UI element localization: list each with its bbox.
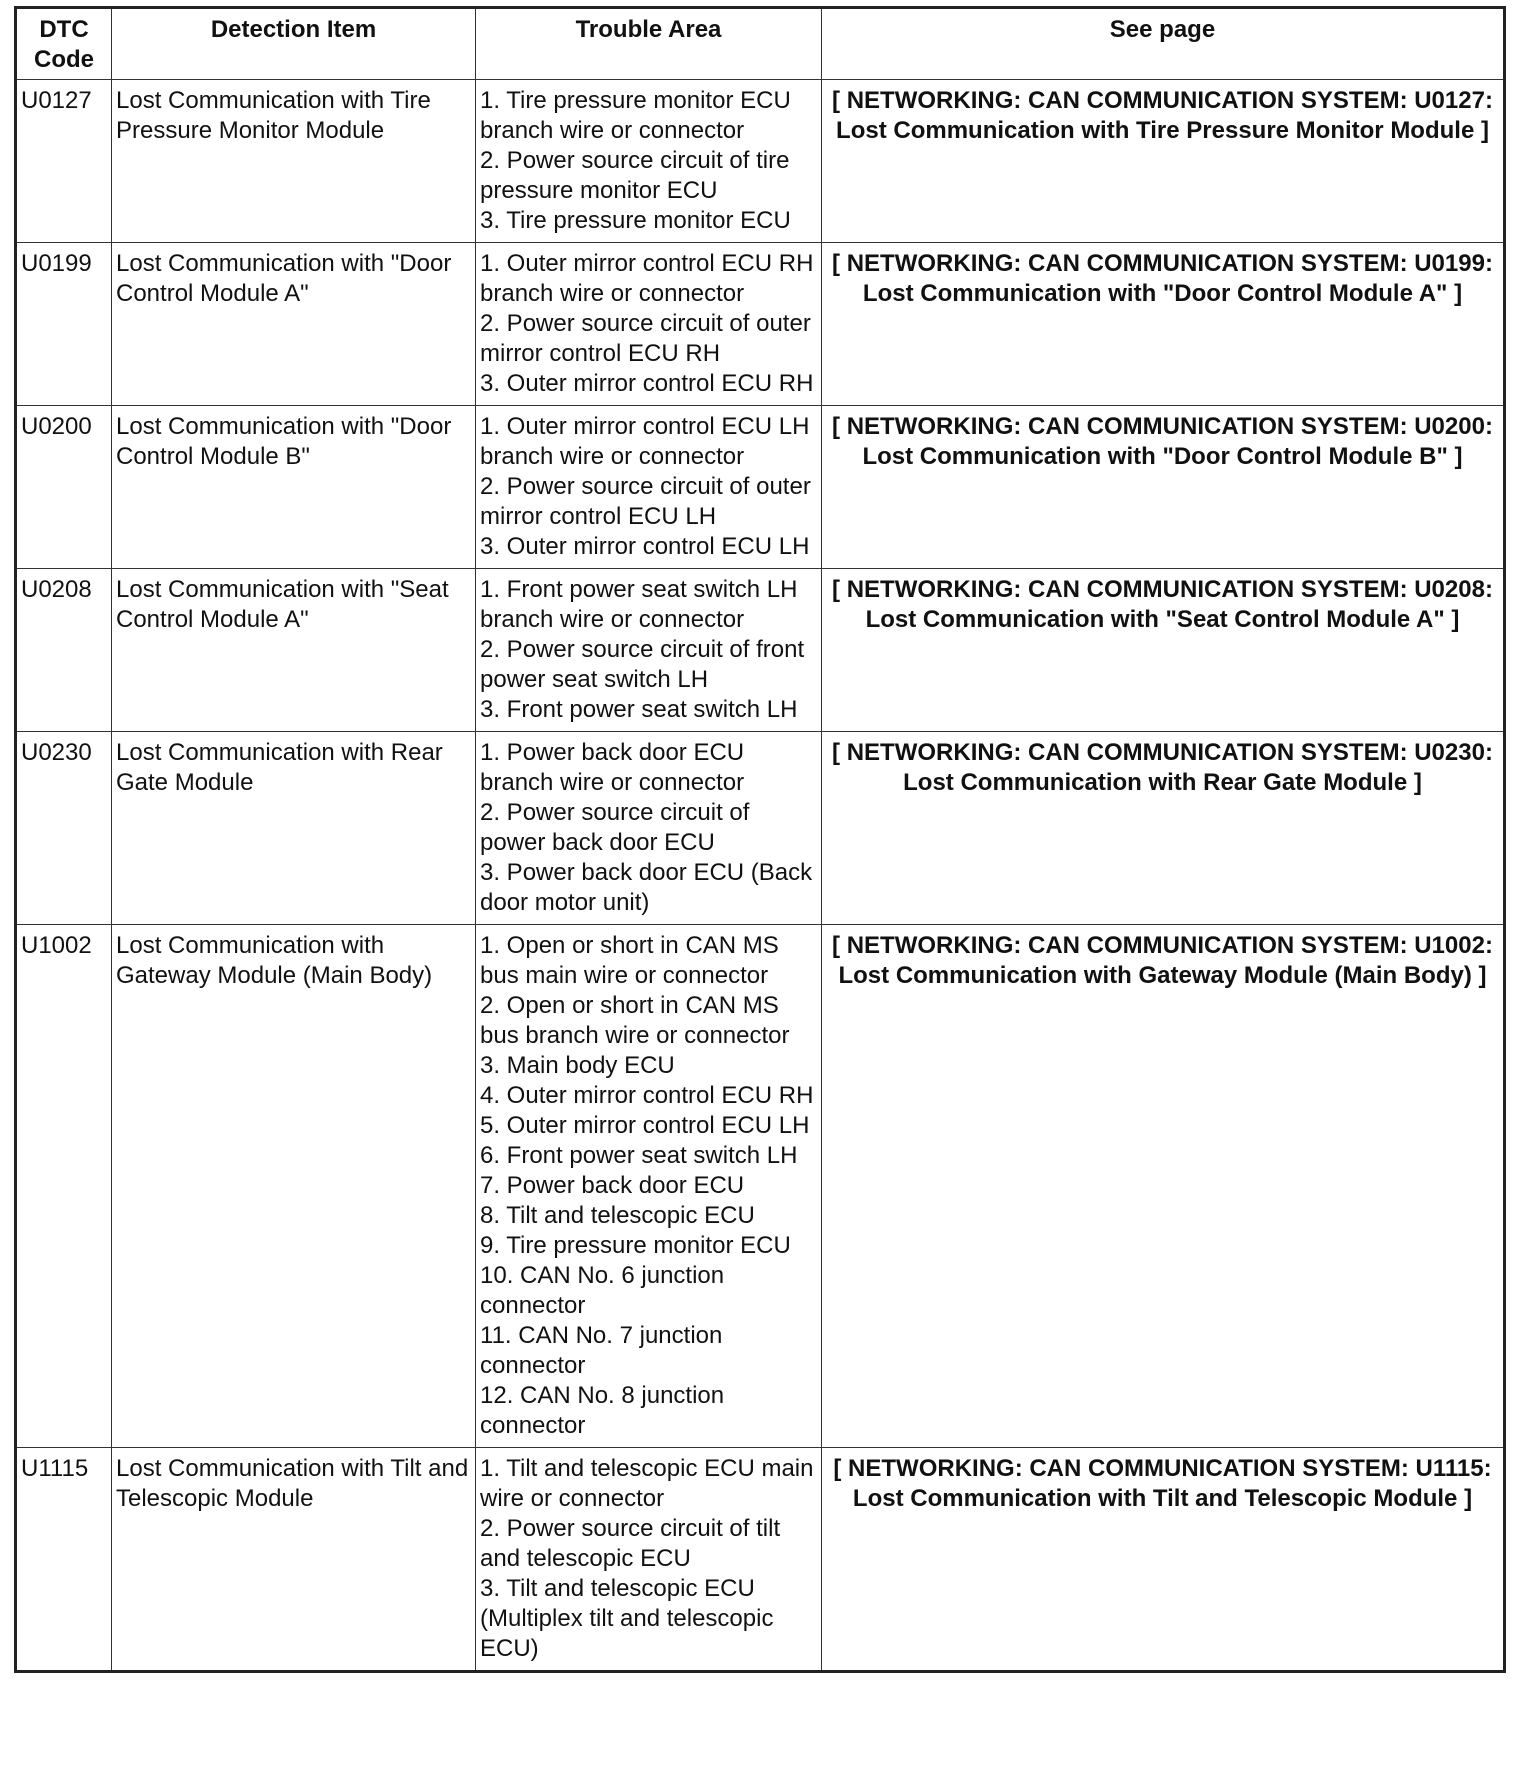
see-page-link[interactable]: [ NETWORKING: CAN COMMUNICATION SYSTEM: U0127: Lost Communication with Tire Pressure Monitor Module ] <box>822 80 1505 243</box>
trouble-area-item: 3. Outer mirror control ECU RH <box>480 370 814 397</box>
detection-item-cell: Lost Communication with "Seat Control Module A" <box>112 569 476 732</box>
table-row <box>16 406 1505 569</box>
table-row <box>16 925 1505 1448</box>
see-page-link[interactable]: [ NETWORKING: CAN COMMUNICATION SYSTEM: U0199: Lost Communication with "Door Control Module A" ] <box>822 243 1505 406</box>
table-row <box>16 569 1505 732</box>
trouble-area-item: 1. Tire pressure monitor ECU branch wire or connector <box>480 87 791 144</box>
header-trouble-area: Trouble Area <box>476 8 822 80</box>
dtc-code-cell: U1115 <box>16 1448 112 1672</box>
header-dtc-code: DTC Code <box>16 8 112 80</box>
trouble-area-item: 3. Main body ECU <box>480 1052 675 1079</box>
see-page-link[interactable]: [ NETWORKING: CAN COMMUNICATION SYSTEM: U0200: Lost Communication with "Door Control Module B" ] <box>822 406 1505 569</box>
trouble-area-item: 2. Open or short in CAN MS bus branch wire or connector <box>480 992 790 1049</box>
see-page-link[interactable]: [ NETWORKING: CAN COMMUNICATION SYSTEM: U0208: Lost Communication with "Seat Control Module A" ] <box>822 569 1505 732</box>
trouble-area-item: 3. Tire pressure monitor ECU <box>480 207 791 234</box>
trouble-area-item: 3. Tilt and telescopic ECU (Multiplex tilt and telescopic ECU) <box>480 1575 774 1662</box>
trouble-area-item: 2. Power source circuit of power back door ECU <box>480 799 750 856</box>
dtc-code-cell: U0200 <box>16 406 112 569</box>
trouble-area-item: 1. Front power seat switch LH branch wire or connector <box>480 576 798 633</box>
header-detection-item: Detection Item <box>112 8 476 80</box>
detection-item-cell: Lost Communication with Tire Pressure Monitor Module <box>112 80 476 243</box>
trouble-area-item: 5. Outer mirror control ECU LH <box>480 1112 810 1139</box>
trouble-area-item: 4. Outer mirror control ECU RH <box>480 1082 814 1109</box>
trouble-area-cell <box>476 925 822 1448</box>
trouble-area-item: 1. Outer mirror control ECU LH branch wire or connector <box>480 413 810 470</box>
see-page-link[interactable]: [ NETWORKING: CAN COMMUNICATION SYSTEM: U1115: Lost Communication with Tilt and Telescopic Module ] <box>822 1448 1505 1672</box>
trouble-area-item: 11. CAN No. 7 junction connector <box>480 1322 723 1379</box>
trouble-area-item: 1. Tilt and telescopic ECU main wire or connector <box>480 1455 814 1512</box>
trouble-area-item: 8. Tilt and telescopic ECU <box>480 1202 755 1229</box>
trouble-area-item: 3. Front power seat switch LH <box>480 696 798 723</box>
trouble-area-cell <box>476 406 822 569</box>
table-body <box>16 80 1505 1672</box>
trouble-area-item: 2. Power source circuit of tilt and telescopic ECU <box>480 1515 781 1572</box>
detection-item-cell: Lost Communication with "Door Control Module B" <box>112 406 476 569</box>
trouble-area-item: 1. Open or short in CAN MS bus main wire or connector <box>480 932 779 989</box>
dtc-code-cell: U0230 <box>16 732 112 925</box>
trouble-area-item: 3. Power back door ECU (Back door motor unit) <box>480 859 813 916</box>
dtc-code-cell: U0208 <box>16 569 112 732</box>
dtc-document <box>14 6 1503 1673</box>
dtc-code-cell: U0199 <box>16 243 112 406</box>
trouble-area-item: 2. Power source circuit of outer mirror control ECU RH <box>480 310 811 367</box>
trouble-area-cell <box>476 569 822 732</box>
trouble-area-item: 2. Power source circuit of outer mirror control ECU LH <box>480 473 811 530</box>
table-row <box>16 243 1505 406</box>
trouble-area-cell <box>476 1448 822 1672</box>
dtc-code-cell: U0127 <box>16 80 112 243</box>
see-page-link[interactable]: [ NETWORKING: CAN COMMUNICATION SYSTEM: U0230: Lost Communication with Rear Gate Module ] <box>822 732 1505 925</box>
table-row <box>16 732 1505 925</box>
detection-item-cell: Lost Communication with Rear Gate Module <box>112 732 476 925</box>
see-page-link[interactable]: [ NETWORKING: CAN COMMUNICATION SYSTEM: U1002: Lost Communication with Gateway Module (Main Body) ] <box>822 925 1505 1448</box>
dtc-table <box>14 6 1506 1673</box>
table-row <box>16 1448 1505 1672</box>
detection-item-cell: Lost Communication with Tilt and Telescopic Module <box>112 1448 476 1672</box>
trouble-area-cell <box>476 243 822 406</box>
trouble-area-item: 2. Power source circuit of front power seat switch LH <box>480 636 805 693</box>
table-header-row <box>16 8 1505 80</box>
detection-item-cell: Lost Communication with Gateway Module (Main Body) <box>112 925 476 1448</box>
dtc-code-cell: U1002 <box>16 925 112 1448</box>
trouble-area-item: 7. Power back door ECU <box>480 1172 745 1199</box>
trouble-area-cell <box>476 80 822 243</box>
trouble-area-item: 2. Power source circuit of tire pressure monitor ECU <box>480 147 790 204</box>
trouble-area-item: 1. Outer mirror control ECU RH branch wire or connector <box>480 250 814 307</box>
trouble-area-item: 3. Outer mirror control ECU LH <box>480 533 810 560</box>
trouble-area-item: 10. CAN No. 6 junction connector <box>480 1262 725 1319</box>
header-see-page: See page <box>822 8 1505 80</box>
detection-item-cell: Lost Communication with "Door Control Module A" <box>112 243 476 406</box>
trouble-area-item: 12. CAN No. 8 junction connector <box>480 1382 725 1439</box>
table-row <box>16 80 1505 243</box>
trouble-area-item: 1. Power back door ECU branch wire or connector <box>480 739 745 796</box>
trouble-area-cell <box>476 732 822 925</box>
trouble-area-item: 6. Front power seat switch LH <box>480 1142 798 1169</box>
trouble-area-item: 9. Tire pressure monitor ECU <box>480 1232 791 1259</box>
